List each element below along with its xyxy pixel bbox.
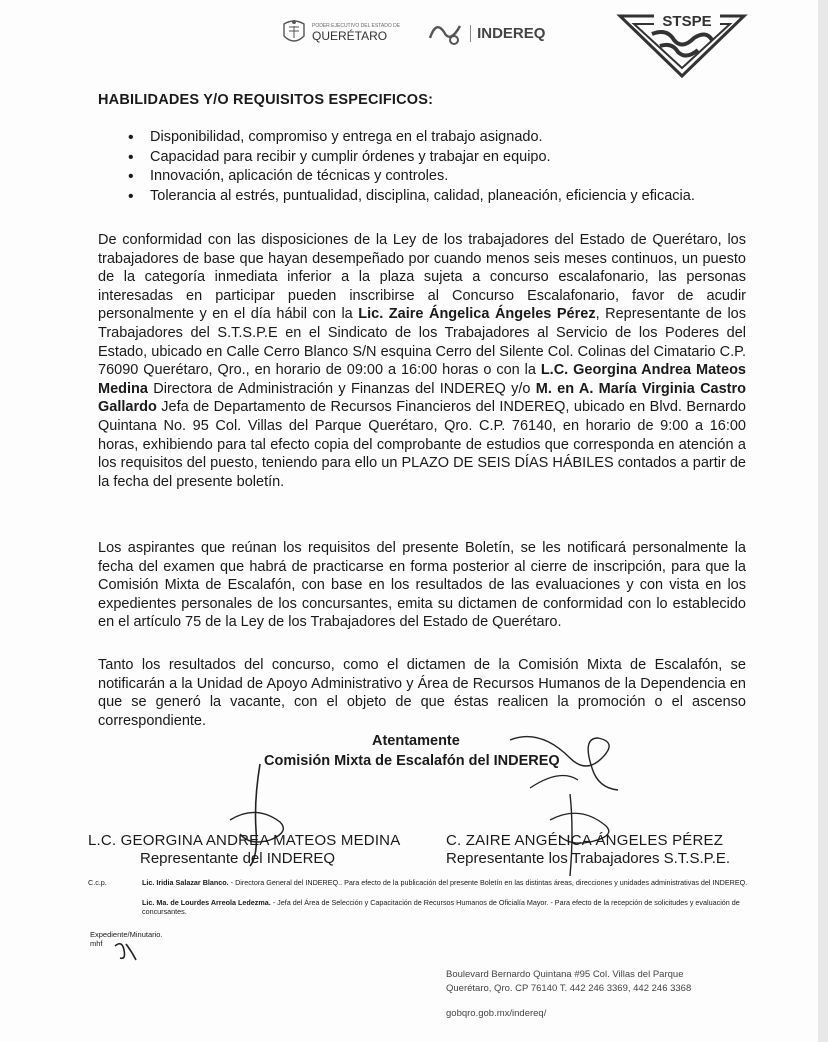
initials: mhf: [90, 939, 103, 948]
bold-name: L.C. Georgina Andrea Mateos Medina: [98, 362, 746, 397]
bold-name: Lic. Zaire Ángelica Ángeles Pérez: [358, 306, 596, 323]
list-item: • Disponibilidad, compromiso y entrega en el trabajo asignado.: [128, 128, 695, 148]
text-span: De conformidad con las disposiciones de la Ley de los trabajadores del Estado de Querétaro, los trabajadores de base que hayan desempeñado por cuando menos seis meses continuos, un puesto de la categoría inmediata inferior a la plaza sujeta a concurso escalafonario, las personas interesadas en participar pueden inscribirse al Concurso Escalafonario, favor de acudir personalmente y en el día hábil con la: [98, 232, 746, 323]
ccp-line: [142, 878, 748, 887]
section-heading: HABILIDADES Y/O REQUISITOS ESPECIFICOS:: [98, 92, 434, 108]
page-edge: [818, 0, 828, 1042]
text-span: , Representante de los Trabajadores del S.T.S.P.E en el Sindicato de los Trabajadores al Servicio de los Poderes del Estado, ubicado en Calle Cerro Blanco S/N esquina Cerro del Silente Col. Colinas del Cimatario C.P. 76090 Querétaro, Qro., en horario de 09:00 a 16:00 horas o con la: [98, 306, 746, 379]
footer-address: [446, 968, 691, 996]
ccp-name: Lic. Ma. de Lourdes Arreola Ledezma.: [142, 898, 271, 907]
queretaro-seal-icon: [280, 18, 308, 48]
ccp-label: C.c.p.: [88, 878, 107, 887]
queretaro-logo-text: QUERÉTARO: [312, 29, 388, 43]
bold-name: M. en A. María Virginia Castro Gallardo: [98, 380, 746, 416]
indereq-emblem-icon: [426, 18, 466, 48]
list-item: • Innovación, aplicación de técnicas y controles.: [128, 167, 695, 187]
indereq-logo-text: INDEREQ: [470, 25, 545, 42]
expediente-block: [90, 930, 163, 948]
signatory-name: C. ZAIRE ANGÉLICA ÁNGELES PÉREZ: [446, 832, 724, 849]
queretaro-logo: [280, 18, 400, 48]
requirements-list: [128, 128, 695, 206]
results-paragraph: Tanto los resultados del concurso, como el dictamen de la Comisión Mixta de Escalafón, se notificarán a la Unidad de Apoyo Administrativo y Área de Recursos Humanos de la Dependencia en que se generó la vacante, con el objeto de que éstas realicen la promoción o el ascenso correspondiente.: [98, 657, 746, 729]
ccp-line: [142, 898, 748, 916]
ccp-text: - Directora General del INDEREQ.. Para efecto de la publicación del presente Boletín en las distintas áreas, direcciones y unidades administrativas del INDEREQ.: [228, 878, 748, 887]
registration-paragraph: [98, 231, 746, 491]
header-logos: [280, 18, 545, 48]
address-line: Boulevard Bernardo Quintana #95 Col. Villas del Parque: [446, 969, 684, 980]
signatory-indereq: [88, 832, 401, 867]
signatory-stspe: [446, 832, 731, 867]
indereq-logo: [426, 18, 545, 48]
signatory-name: L.C. GEORGINA ANDREA MATEOS MEDINA: [88, 832, 401, 849]
signatory-role: Representante los Trabajadores S.T.S.P.E.: [446, 850, 731, 867]
text-span: Directora de Administración y Finanzas del INDEREQ y/o: [147, 380, 536, 397]
list-item: • Capacidad para recibir y cumplir órdenes y trabajar en equipo.: [128, 148, 695, 168]
address-line: Querétaro, Qro. CP 76140 T. 442 246 3369, 442 246 3368: [446, 983, 692, 994]
exam-paragraph: Los aspirantes que reúnan los requisitos del presente Boletín, se les notificará personalmente la fecha del examen que habrá de practicarse en forma posterior al cierre de inscripción, para que la Comisión Mixta de Escalafón, con base en los resultados de las evaluaciones y con vista en los expedientes personales de los concursantes, emita su dictamen de conformidad con lo establecido en el artículo 75 de la Ley de los Trabajadores del Estado de Querétaro.: [98, 540, 746, 631]
text-span: Jefa de Departamento de Recursos Financieros del INDEREQ, ubicado en Blvd. Bernardo Quintana No. 95 Col. Villas del Parque Querétaro, Qro. C.P. 76140, en horario de 9:00 a 16:00 horas, exhibiendo para tal efecto copia del comprobante de estudios que corresponda en atención a los requisitos del puesto, teniendo para ello un PLAZO DE SEIS DÍAS HÁBILES contados a partir de la fecha del presente boletín.: [98, 399, 746, 490]
footer-website: gobqro.gob.mx/indereq/: [446, 1008, 547, 1019]
signatory-role: Representante del INDEREQ: [140, 850, 336, 867]
list-item: • Tolerancia al estrés, puntualidad, disciplina, calidad, planeación, eficiencia y eficacia.: [128, 187, 695, 207]
stspe-logo-text: STSPE: [662, 13, 712, 30]
queretaro-logo-small: PODER EJECUTIVO DEL ESTADO DE: [312, 23, 401, 29]
ccp-name: Lic. Iridia Salazar Blanco.: [142, 878, 229, 887]
stspe-logo: [612, 10, 752, 80]
closing-comision: Comisión Mixta de Escalafón del INDEREQ: [264, 753, 560, 769]
ccp-text: - Jefa del Área de Selección y Capacitación de Recursos Humanos de Oficialía Mayor. - Para efecto de la recepción de solicitudes y evaluación de concursantes.: [142, 898, 740, 916]
closing-atentamente: Atentamente: [372, 733, 460, 749]
expediente-label: Expediente/Minutario.: [90, 930, 163, 939]
